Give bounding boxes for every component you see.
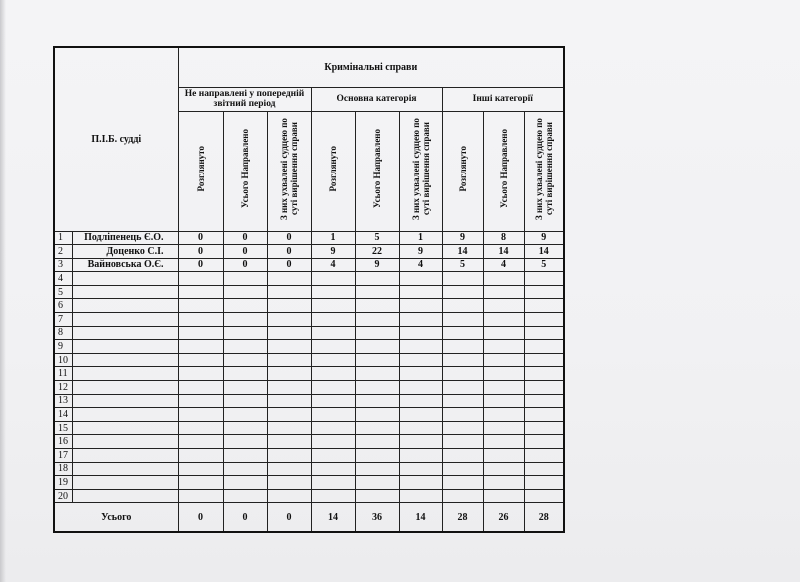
table-cell [442, 353, 483, 367]
table-cell [442, 449, 483, 463]
table-cell [223, 381, 267, 395]
table-cell [483, 313, 524, 327]
table-cell [311, 435, 355, 449]
table-cell [483, 272, 524, 286]
table-cell [267, 462, 311, 476]
table-row [54, 353, 564, 367]
table-cell [524, 299, 564, 313]
table-cell [483, 326, 524, 340]
row-number: 14 [54, 408, 72, 422]
table-cell [223, 285, 267, 299]
table-cell [524, 326, 564, 340]
subcolumn-header-label: Усього Направлено [498, 128, 509, 209]
row-number: 15 [54, 421, 72, 435]
judge-name: Доценко С.І. [72, 245, 178, 259]
total-cell: 0 [267, 503, 311, 533]
category-header-not-sent: Не направлені у попередній звітний період [178, 87, 311, 111]
criminal-cases-header: Кримінальні справи [178, 47, 564, 87]
subcolumn-header [311, 111, 355, 231]
table-cell [311, 272, 355, 286]
table-cell [442, 340, 483, 354]
table-cell [483, 489, 524, 503]
table-cell [399, 272, 442, 286]
judge-name [72, 476, 178, 490]
table-cell [355, 299, 399, 313]
table-row [54, 381, 564, 395]
table-cell [178, 449, 223, 463]
table-cell: 0 [223, 258, 267, 272]
table-cell [355, 313, 399, 327]
table-cell [524, 353, 564, 367]
table-cell [267, 326, 311, 340]
table-row [54, 462, 564, 476]
table-cell [311, 381, 355, 395]
table-cell [524, 489, 564, 503]
table-cell [267, 285, 311, 299]
subcolumn-header [178, 111, 223, 231]
table-cell: 8 [483, 231, 524, 245]
row-number: 16 [54, 435, 72, 449]
table-cell [311, 476, 355, 490]
row-number: 2 [54, 245, 72, 259]
table-cell: 0 [178, 258, 223, 272]
table-cell [178, 272, 223, 286]
judge-name [72, 299, 178, 313]
judge-name [72, 313, 178, 327]
total-row [54, 503, 564, 533]
table-cell [223, 313, 267, 327]
row-number: 9 [54, 340, 72, 354]
table-cell [311, 326, 355, 340]
table-cell [442, 421, 483, 435]
table-cell [267, 435, 311, 449]
table-row [54, 394, 564, 408]
table-cell [223, 272, 267, 286]
table-cell [483, 435, 524, 449]
table-cell: 14 [442, 245, 483, 259]
judge-name [72, 272, 178, 286]
table-cell [483, 421, 524, 435]
table-cell [178, 435, 223, 449]
judge-name [72, 489, 178, 503]
table-cell [311, 299, 355, 313]
table-cell [442, 299, 483, 313]
table-cell [311, 421, 355, 435]
table-cell [267, 489, 311, 503]
row-number: 10 [54, 353, 72, 367]
table-cell [267, 313, 311, 327]
table-cell [178, 353, 223, 367]
table-cell: 9 [355, 258, 399, 272]
table-cell [483, 367, 524, 381]
table-cell [524, 421, 564, 435]
table-cell [399, 381, 442, 395]
table-cell: 9 [524, 231, 564, 245]
row-number: 12 [54, 381, 72, 395]
table-cell [442, 381, 483, 395]
table-cell [524, 394, 564, 408]
table-cell [178, 408, 223, 422]
table-cell [311, 408, 355, 422]
table-cell [483, 476, 524, 490]
table-cell [355, 326, 399, 340]
judge-name [72, 449, 178, 463]
table-cell [311, 394, 355, 408]
judge-name [72, 435, 178, 449]
table-cell [223, 462, 267, 476]
table-cell [524, 285, 564, 299]
table-row [54, 272, 564, 286]
table-cell [442, 435, 483, 449]
table-cell [355, 462, 399, 476]
row-number: 19 [54, 476, 72, 490]
subcolumn-header [442, 111, 483, 231]
total-label: Усього [54, 503, 178, 533]
table-cell [223, 476, 267, 490]
table-row [54, 421, 564, 435]
total-cell: 0 [223, 503, 267, 533]
table-cell [399, 285, 442, 299]
table-cell [399, 476, 442, 490]
table-cell [524, 340, 564, 354]
total-cell: 28 [442, 503, 483, 533]
table-cell [311, 340, 355, 354]
table-cell [267, 367, 311, 381]
table-cell [267, 421, 311, 435]
table-cell [524, 313, 564, 327]
table-row [54, 340, 564, 354]
table-cell [178, 462, 223, 476]
row-number: 17 [54, 449, 72, 463]
category-header-other: Інші категорії [442, 87, 564, 111]
table-cell: 5 [524, 258, 564, 272]
subcolumn-header [355, 111, 399, 231]
table-cell [483, 394, 524, 408]
table-cell [267, 299, 311, 313]
subcolumn-header [223, 111, 267, 231]
table-cell [355, 367, 399, 381]
table-cell [399, 313, 442, 327]
table-row [54, 299, 564, 313]
table-cell [442, 313, 483, 327]
row-number: 18 [54, 462, 72, 476]
judge-name [72, 326, 178, 340]
table-cell [355, 272, 399, 286]
table-cell [267, 353, 311, 367]
table-cell [355, 449, 399, 463]
table-cell [483, 299, 524, 313]
table-cell [355, 435, 399, 449]
row-number: 7 [54, 313, 72, 327]
total-cell: 14 [399, 503, 442, 533]
table-row [54, 313, 564, 327]
subcolumn-header-label: З них ухвалені судцею по суті вирішення справи [410, 117, 431, 220]
table-cell: 9 [399, 245, 442, 259]
table-cell: 4 [311, 258, 355, 272]
table-cell [524, 381, 564, 395]
table-cell [399, 462, 442, 476]
subcolumn-header-label: Розглянуто [328, 145, 339, 192]
table-cell [267, 381, 311, 395]
table-cell [524, 476, 564, 490]
table-cell [399, 326, 442, 340]
table-cell [311, 285, 355, 299]
table-cell: 0 [267, 258, 311, 272]
table-cell [178, 489, 223, 503]
table-cell [442, 462, 483, 476]
table-cell: 9 [311, 245, 355, 259]
table-cell [178, 476, 223, 490]
table-cell [223, 340, 267, 354]
table-cell [223, 326, 267, 340]
table-cell [483, 340, 524, 354]
table-cell: 1 [311, 231, 355, 245]
table-cell: 0 [223, 231, 267, 245]
table-cell [223, 353, 267, 367]
table-cell: 0 [178, 231, 223, 245]
table-row [54, 408, 564, 422]
total-cell: 0 [178, 503, 223, 533]
row-number: 1 [54, 231, 72, 245]
page-edge-shadow [0, 0, 6, 582]
table-cell [311, 353, 355, 367]
category-header-main: Основна категорія [311, 87, 442, 111]
table-cell [399, 299, 442, 313]
table-cell [223, 449, 267, 463]
table-cell [267, 394, 311, 408]
table-cell [399, 408, 442, 422]
subcolumn-header-label: З них ухвалені судцею по суті вирішення справи [279, 117, 300, 220]
judge-name [72, 340, 178, 354]
row-number: 3 [54, 258, 72, 272]
table-cell [483, 462, 524, 476]
subcolumn-header [399, 111, 442, 231]
table-cell [178, 326, 223, 340]
table-cell: 5 [442, 258, 483, 272]
table-cell [355, 381, 399, 395]
table-cell [442, 408, 483, 422]
table-cell: 0 [223, 245, 267, 259]
table-cell: 0 [178, 245, 223, 259]
table-cell [223, 421, 267, 435]
table-cell: 4 [399, 258, 442, 272]
table-cell [483, 408, 524, 422]
judge-name: Подліпенець Є.О. [72, 231, 178, 245]
table-cell: 22 [355, 245, 399, 259]
table-cell [442, 367, 483, 381]
table-cell [483, 381, 524, 395]
subcolumn-header-label: Розглянуто [195, 145, 206, 192]
table-cell [442, 394, 483, 408]
table-cell [399, 340, 442, 354]
table-cell [178, 299, 223, 313]
table-row [54, 449, 564, 463]
table-cell [223, 367, 267, 381]
table-cell [442, 326, 483, 340]
table-cell [311, 367, 355, 381]
table-cell [223, 435, 267, 449]
table-cell [355, 340, 399, 354]
table-cell [223, 408, 267, 422]
table-cell: 14 [524, 245, 564, 259]
table-cell [355, 285, 399, 299]
judge-name [72, 462, 178, 476]
subcolumn-header-label: Розглянуто [457, 145, 468, 192]
table-row [54, 326, 564, 340]
table-cell [524, 367, 564, 381]
table-cell [311, 313, 355, 327]
total-cell: 36 [355, 503, 399, 533]
table-row [54, 231, 564, 245]
table-cell [442, 285, 483, 299]
subcolumn-header-label: Усього Направлено [372, 128, 383, 209]
table-row [54, 285, 564, 299]
table-cell: 4 [483, 258, 524, 272]
total-cell: 14 [311, 503, 355, 533]
table-cell [178, 285, 223, 299]
table-cell: 14 [483, 245, 524, 259]
row-number: 20 [54, 489, 72, 503]
table-cell [178, 381, 223, 395]
total-cell: 26 [483, 503, 524, 533]
judge-name [72, 285, 178, 299]
judge-name [72, 367, 178, 381]
row-number: 4 [54, 272, 72, 286]
table-cell [311, 449, 355, 463]
table-cell [399, 353, 442, 367]
table-cell [355, 421, 399, 435]
judge-name [72, 381, 178, 395]
table-cell [355, 489, 399, 503]
row-number: 5 [54, 285, 72, 299]
table-cell [355, 476, 399, 490]
table-cell [311, 489, 355, 503]
table-cell [524, 462, 564, 476]
judge-name: Вайновська О.Є. [72, 258, 178, 272]
table-cell [442, 489, 483, 503]
table-cell [442, 272, 483, 286]
table-cell [399, 394, 442, 408]
row-number: 11 [54, 367, 72, 381]
table-cell [355, 394, 399, 408]
table-cell [178, 340, 223, 354]
table-cell: 9 [442, 231, 483, 245]
subcolumn-header-label: Усього Направлено [240, 128, 251, 209]
table-row [54, 435, 564, 449]
table-cell [223, 394, 267, 408]
table-cell [399, 449, 442, 463]
table-row [54, 476, 564, 490]
name-column-header: П.І.Б. судді [54, 47, 178, 231]
table-cell [178, 394, 223, 408]
subcolumn-header [524, 111, 564, 231]
judge-name [72, 353, 178, 367]
table-row [54, 489, 564, 503]
table-body [54, 231, 564, 503]
table-row [54, 258, 564, 272]
table-cell [178, 313, 223, 327]
table-cell: 5 [355, 231, 399, 245]
table-cell [524, 449, 564, 463]
table-cell [267, 272, 311, 286]
table-cell [223, 489, 267, 503]
table-cell [442, 476, 483, 490]
total-cell: 28 [524, 503, 564, 533]
table-cell [267, 476, 311, 490]
table-cell [399, 489, 442, 503]
table-cell [483, 285, 524, 299]
table-cell [483, 449, 524, 463]
table-cell [524, 435, 564, 449]
row-number: 6 [54, 299, 72, 313]
subcolumn-header-label: З них ухвалені судцею по суті вирішення справи [533, 117, 554, 220]
table-cell [399, 367, 442, 381]
table-row [54, 367, 564, 381]
table-cell [399, 435, 442, 449]
table-cell: 1 [399, 231, 442, 245]
subcolumn-header [483, 111, 524, 231]
table-cell [355, 353, 399, 367]
table-cell [178, 367, 223, 381]
table-row [54, 245, 564, 259]
table-cell [223, 299, 267, 313]
table-cell [267, 408, 311, 422]
row-number: 13 [54, 394, 72, 408]
table-cell: 0 [267, 245, 311, 259]
table-cell [267, 449, 311, 463]
table-cell [524, 272, 564, 286]
judge-name [72, 408, 178, 422]
table-cell [267, 340, 311, 354]
table-cell [178, 421, 223, 435]
table-cell: 0 [267, 231, 311, 245]
judge-name [72, 421, 178, 435]
judge-name [72, 394, 178, 408]
row-number: 8 [54, 326, 72, 340]
table-cell [311, 462, 355, 476]
subcolumn-header [267, 111, 311, 231]
table-cell [524, 408, 564, 422]
criminal-cases-report-table [53, 46, 565, 533]
table-cell [399, 421, 442, 435]
table-cell [355, 408, 399, 422]
table-cell [483, 353, 524, 367]
